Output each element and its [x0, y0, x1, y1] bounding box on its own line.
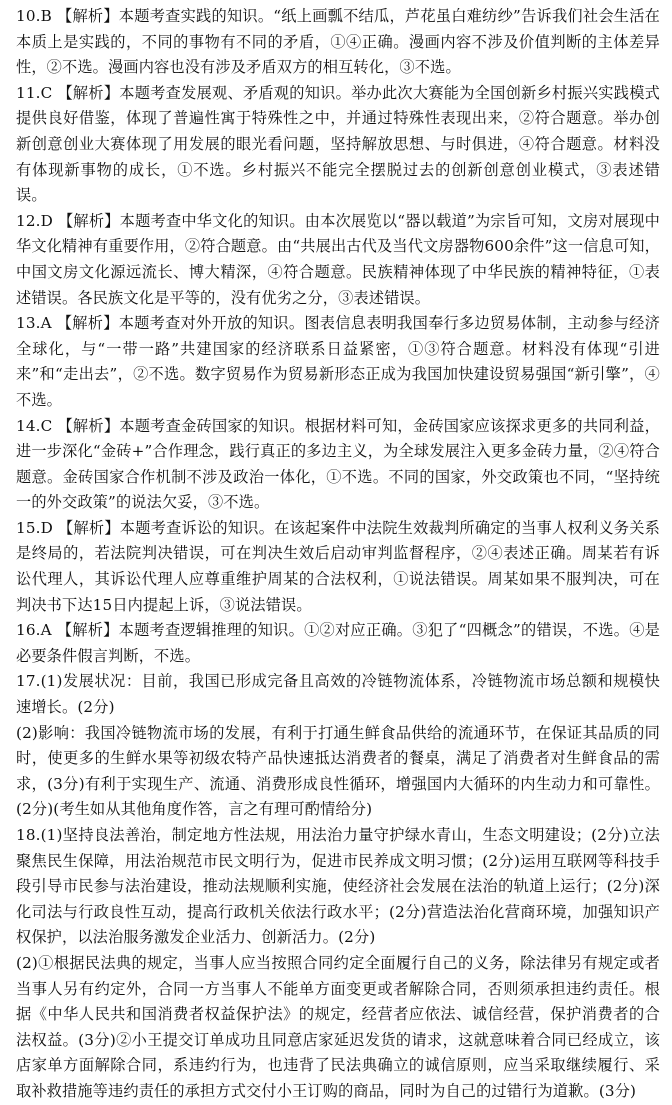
answer-paragraph-13: 13.A 【解析】本题考查对外开放的知识。图表信息表明我国奉行多边贸易体制，主动参与经济全球化，与“一带一路”共建国家的经济联系日益紧密，①③符合题意。材料没有体现“引进来”和“走出去”，②不选。数字贸易作为贸易新形态正成为我国加快建设贸易强国“新引擎”，④不选。	[16, 314, 660, 409]
answer-paragraph-12: 12.D 【解析】本题考查中华文化的知识。由本次展览以“器以载道”为宗旨可知，文房对展现中华文化精神有重要作用，②符合题意。由“共展出古代及当代文房器物600余件”这一信息可知，中国文房文化源远流长、博大精深，④符合题意。民族精神体现了中华民族的精神特征，①表述错误。各民族文化是平等的，没有优劣之分，③表述错误。	[16, 211, 660, 307]
answer-paragraph-11: 11.C 【解析】本题考查发展观、矛盾观的知识。举办此次大赛能为全国创新乡村振兴实践模式提供良好借鉴，体现了普遍性寓于特殊性之中，并通过特殊性表现出来，②符合题意。举办创新创意创业大赛体现了用发展的眼光看问题，坚持解放思想、与时俱进，④符合题意。材料没有体现新事物的成长，①不选。乡村振兴不能完全摆脱过去的创新创意创业模式，③表述错误。	[16, 83, 660, 205]
answer-paragraph-15: 15.D 【解析】本题考查诉讼的知识。在该起案件中法院生效裁判所确定的当事人权利义务关系是终局的，若法院判决错误，可在判决生效后启动审判监督程序，②④表述正确。周某若有诉讼代理人，其诉讼代理人应尊重维护周某的合法权利，①说法错误。周某如果不服判决，可在判决书下达15日内提起上诉，③说法错误。	[16, 518, 660, 614]
answer-paragraph-10: 10.B 【解析】本题考查实践的知识。“纸上画瓢不结瓜，芦花虽白难纺纱”告诉我们社会生活在本质上是实践的，不同的事物有不同的矛盾，①④正确。漫画内容不涉及价值判断的主体差异性，②不选。漫画内容也没有涉及矛盾双方的相互转化，③不选。	[16, 7, 660, 77]
answer-paragraph-16: 16.A 【解析】本题考查逻辑推理的知识。①②对应正确。③犯了“四概念”的错误，不选。④是必要条件假言判断，不选。	[16, 621, 660, 665]
answer-paragraph-18-1: 18.(1)坚持良法善治，制定地方性法规，用法治力量守护绿水青山，生态文明建设；(2分)立法聚焦民生保障，用法治规范市民文明行为，促进市民养成文明习惯；(2分)运用互联网等科技手段引导市民参与法治建设，推动法规顺利实施，使经济社会发展在法治的轨道上运行；(2分)深化司法与行政良性互动，提高行政机关依法行政水平；(2分)营造法治化营商环境，加强知识产权保护，以法治服务激发企业活力、创新活力。(2分)	[16, 826, 660, 947]
answer-paragraph-18-2: (2)①根据民法典的规定，当事人应当按照合同约定全面履行自己的义务，除法律另有规定或者当事人另有约定外，合同一方当事人不能单方面变更或者解除合同，否则须承担违约责任。根据《中华人民共和国消费者权益保护法》的规定，经营者应依法、诚信经营，保护消费者的合法权益。(3分)②小王提交订单成功且同意店家延迟发货的请求，这就意味着合同已经成立，该店家单方面解除合同，系违约行为，也违背了民法典确立的诚信原则，应当采取继续履行、采取补救措施等违约责任的承担方式交付小王订购的商品，同时为自己的过错行为道歉。(3分)	[16, 953, 660, 1100]
answer-paragraph-17-2: (2)影响：我国冷链物流市场的发展，有利于打通生鲜食品供给的流通环节，在保证其品质的同时，使更多的生鲜水果等初级农特产品快速抵达消费者的餐桌，满足了消费者对生鲜食品的需求，(3分)有利于实现生产、流通、消费形成良性循环，增强国内大循环的内生动力和可靠性。(2分)(考生如从其他角度作答，言之有理可酌情给分)	[16, 723, 660, 819]
answer-paragraph-17-1: 17.(1)发展状况：目前，我国已形成完备且高效的冷链物流体系，冷链物流市场总额和规模快速增长。(2分)	[16, 672, 660, 717]
answer-paragraph-14: 14.C 【解析】本题考查金砖国家的知识。根据材料可知，金砖国家应该探求更多的共同利益，进一步深化“金砖+”合作理念，践行真正的多边主义，为全球发展注入更多金砖力量，②④符合题意。金砖国家合作机制不涉及政治一体化，①不选。不同的国家，外交政策也不同，“坚持统一的外交政策”的说法欠妥，③不选。	[16, 416, 660, 512]
